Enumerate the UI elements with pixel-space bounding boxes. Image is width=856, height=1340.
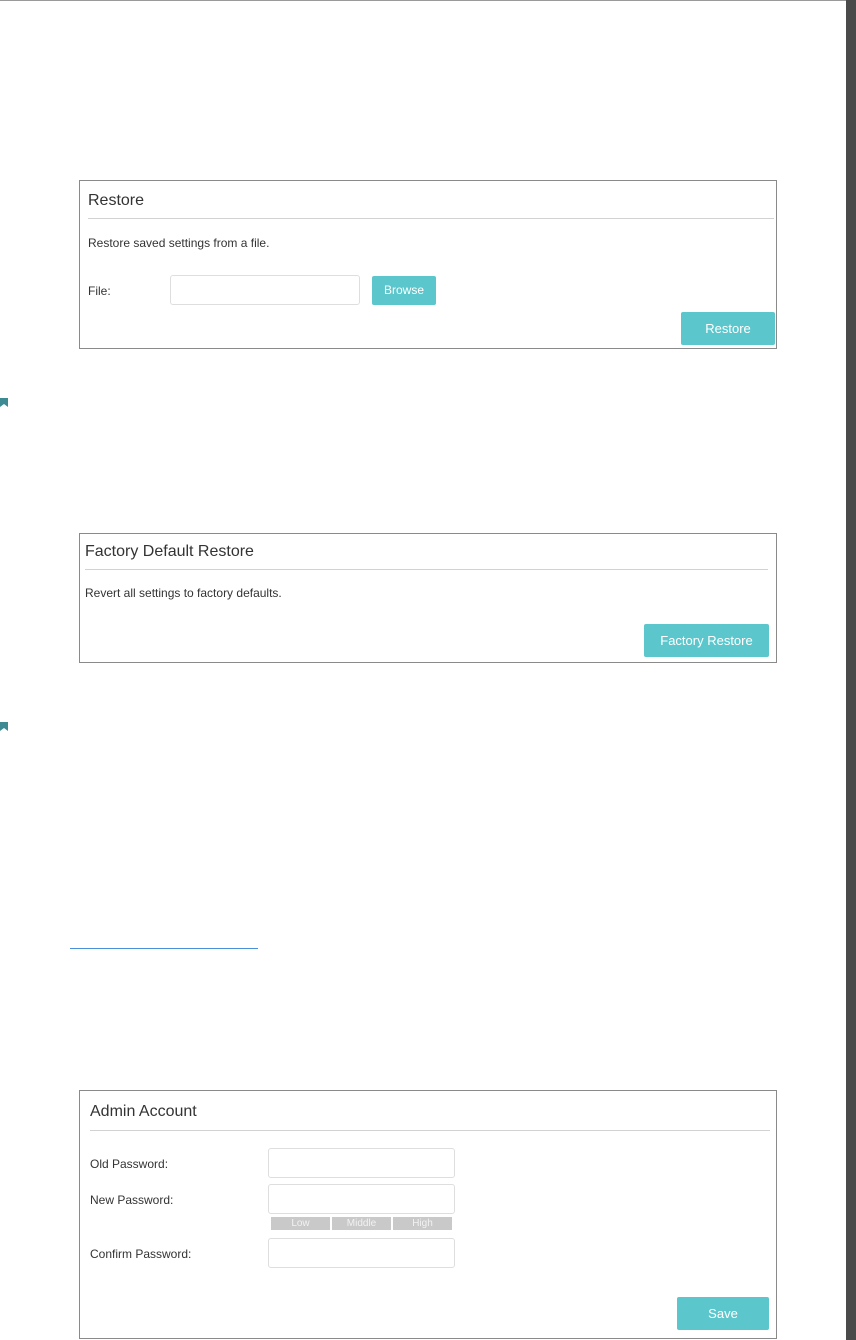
- bookmark-icon: [0, 722, 8, 731]
- save-button[interactable]: Save: [677, 1297, 769, 1330]
- new-password-label: New Password:: [90, 1193, 174, 1207]
- old-password-label: Old Password:: [90, 1157, 169, 1171]
- strength-middle: Middle: [332, 1217, 391, 1230]
- factory-panel-title: Factory Default Restore: [85, 543, 254, 560]
- old-password-input[interactable]: [268, 1148, 455, 1178]
- restore-description: Restore saved settings from a file.: [88, 236, 270, 250]
- admin-panel-divider: [90, 1130, 770, 1131]
- top-rule: [0, 0, 856, 1]
- restore-panel-divider: [88, 218, 774, 219]
- restore-panel-title: Restore: [88, 192, 145, 209]
- factory-restore-button[interactable]: Factory Restore: [644, 624, 769, 657]
- strength-high: High: [393, 1217, 452, 1230]
- restore-button[interactable]: Restore: [681, 312, 775, 345]
- file-path-input[interactable]: [170, 275, 360, 305]
- bookmark-icon: [0, 398, 8, 407]
- confirm-password-label: Confirm Password:: [90, 1247, 192, 1261]
- browse-button[interactable]: Browse: [372, 276, 436, 305]
- file-label: File:: [88, 284, 111, 298]
- restore-panel: [79, 180, 777, 349]
- admin-panel-title: Admin Account: [90, 1103, 197, 1120]
- strength-low: Low: [271, 1217, 330, 1230]
- factory-restore-panel: [79, 533, 777, 663]
- admin-account-panel: [79, 1090, 777, 1339]
- confirm-password-input[interactable]: [268, 1238, 455, 1268]
- factory-panel-divider: [85, 569, 768, 570]
- page-edge-strip: [846, 0, 856, 1340]
- new-password-input[interactable]: [268, 1184, 455, 1214]
- factory-description: Revert all settings to factory defaults.: [85, 586, 282, 600]
- link-underline[interactable]: [70, 948, 258, 949]
